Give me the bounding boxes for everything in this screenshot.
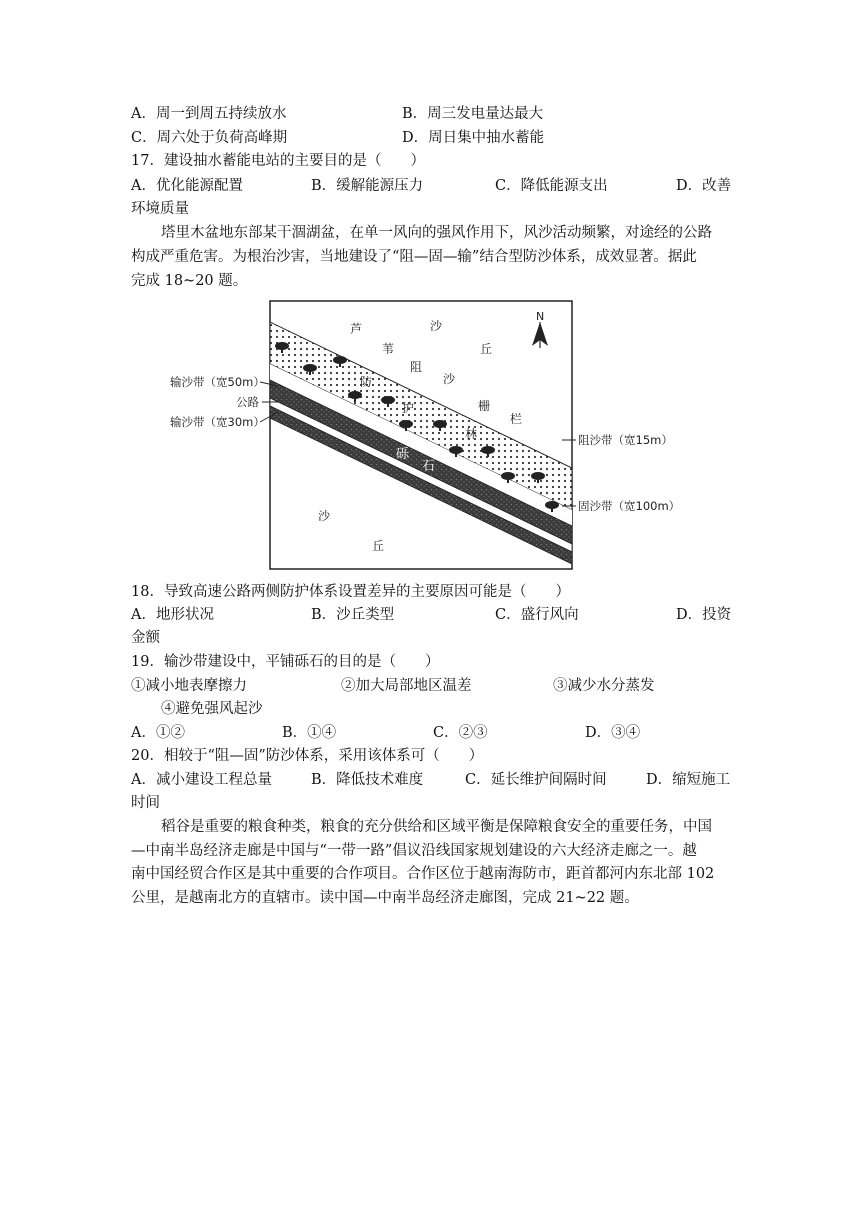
q18-option-b: B．沙丘类型	[311, 607, 395, 623]
q19-option-b: B．①④	[282, 725, 337, 741]
q20-stem: 20．相较于“阻—固”防沙体系，采用该体系可（ ）	[131, 748, 484, 764]
passage2-line3: 南中国经贸合作区是其中重要的合作项目。合作区位于越南海防市，距首都河内东北部 102	[131, 866, 715, 882]
q19-option-d: D．③④	[585, 725, 641, 741]
forest-char-3: 林	[465, 427, 478, 441]
fence-char-1: 芦	[350, 322, 363, 336]
q17-option-d-wrap: 环境质量	[131, 201, 189, 217]
q18-option-c: C．盛行风向	[495, 607, 579, 623]
dune-bottom-char-1: 沙	[318, 509, 331, 523]
forest-char-1: 防	[360, 375, 373, 389]
q20-option-c: C．延长维护间隔时间	[465, 772, 607, 788]
q20-option-d-wrap: 时间	[131, 795, 160, 811]
q19-statement-4: ④避免强风起沙	[161, 701, 263, 717]
q19-statement-2: ②加大局部地区温差	[341, 678, 472, 694]
label-upper-transport: 输沙带（宽50m）	[170, 375, 265, 389]
q18-option-a: A．地形状况	[131, 607, 214, 623]
fence-char-3: 阻	[410, 360, 423, 374]
q17-option-d: D．改善	[676, 178, 732, 194]
q16-option-a: A．周一到周五持续放水	[131, 106, 287, 122]
q17-option-a: A．优化能源配置	[131, 178, 243, 194]
fence-char-2: 苇	[382, 342, 395, 356]
q18-option-d: D．投资	[676, 607, 732, 623]
q16-option-c: C．周六处于负荷高峰期	[131, 130, 288, 146]
fence-char-4: 沙	[443, 372, 456, 386]
label-fix-belt: 固沙带（宽100m）	[578, 499, 681, 513]
label-lower-transport: 输沙带（宽30m）	[170, 415, 265, 429]
gravel-char-1: 砾	[396, 447, 410, 462]
q17-option-b: B．缓解能源压力	[311, 178, 424, 194]
passage1-line3: 完成 18~20 题。	[131, 273, 248, 289]
q19-option-a: A．①②	[131, 725, 185, 741]
q20-option-d: D．缩短施工	[646, 772, 731, 788]
q19-statement-3: ③减少水分蒸发	[553, 678, 655, 694]
fence-char-5: 栅	[478, 399, 491, 413]
q20-option-a: A．减小建设工程总量	[131, 772, 272, 788]
q18-option-d-wrap: 金额	[131, 630, 160, 646]
q18-stem: 18．导致高速公路两侧防护体系设置差异的主要原因可能是（ ）	[131, 584, 570, 600]
dune-top-char-2: 丘	[480, 342, 493, 356]
q20-option-b: B．降低技术难度	[311, 772, 424, 788]
label-road: 公路	[236, 395, 259, 409]
q17-option-c: C．降低能源支出	[495, 178, 608, 194]
q19-statement-1: ①减小地表摩擦力	[131, 678, 247, 694]
passage2-line1: 稻谷是重要的粮食种类，粮食的充分供给和区域平衡是保障粮食安全的重要任务，中国	[161, 819, 712, 835]
q19-stem: 19．输沙带建设中，平铺砾石的目的是（ ）	[131, 654, 440, 670]
q16-option-b: B．周三发电量达最大	[402, 106, 544, 122]
q17-stem: 17．建设抽水蓄能电站的主要目的是（ ）	[131, 153, 425, 169]
label-block-belt: 阻沙带（宽15m）	[578, 433, 673, 447]
passage2-line2: —中南半岛经济走廊是中国与“一带一路”倡议沿线国家规划建设的六大经济走廊之一。越	[131, 843, 697, 859]
north-label: N	[536, 310, 545, 323]
passage1-line1: 塔里木盆地东部某干涸湖盆，在单一风向的强风作用下，风沙活动频繁，对途经的公路	[161, 225, 712, 241]
forest-char-2: 护	[402, 401, 415, 415]
q16-option-d: D．周日集中抽水蓄能	[402, 130, 545, 146]
dune-bottom-char-2: 丘	[372, 539, 385, 553]
gravel-char-2: 石	[422, 459, 436, 474]
fence-char-6: 栏	[510, 412, 523, 426]
passage1-line2: 构成严重危害。为根治沙害，当地建设了“阻—固—输”结合型防沙体系，成效显著。据此	[131, 249, 697, 265]
sand-control-diagram	[160, 298, 705, 578]
dune-top-char-1: 沙	[430, 319, 443, 333]
q19-option-c: C．②③	[433, 725, 488, 741]
passage2-line4: 公里，是越南北方的直辖市。读中国—中南半岛经济走廊图，完成 21~22 题。	[131, 890, 639, 906]
